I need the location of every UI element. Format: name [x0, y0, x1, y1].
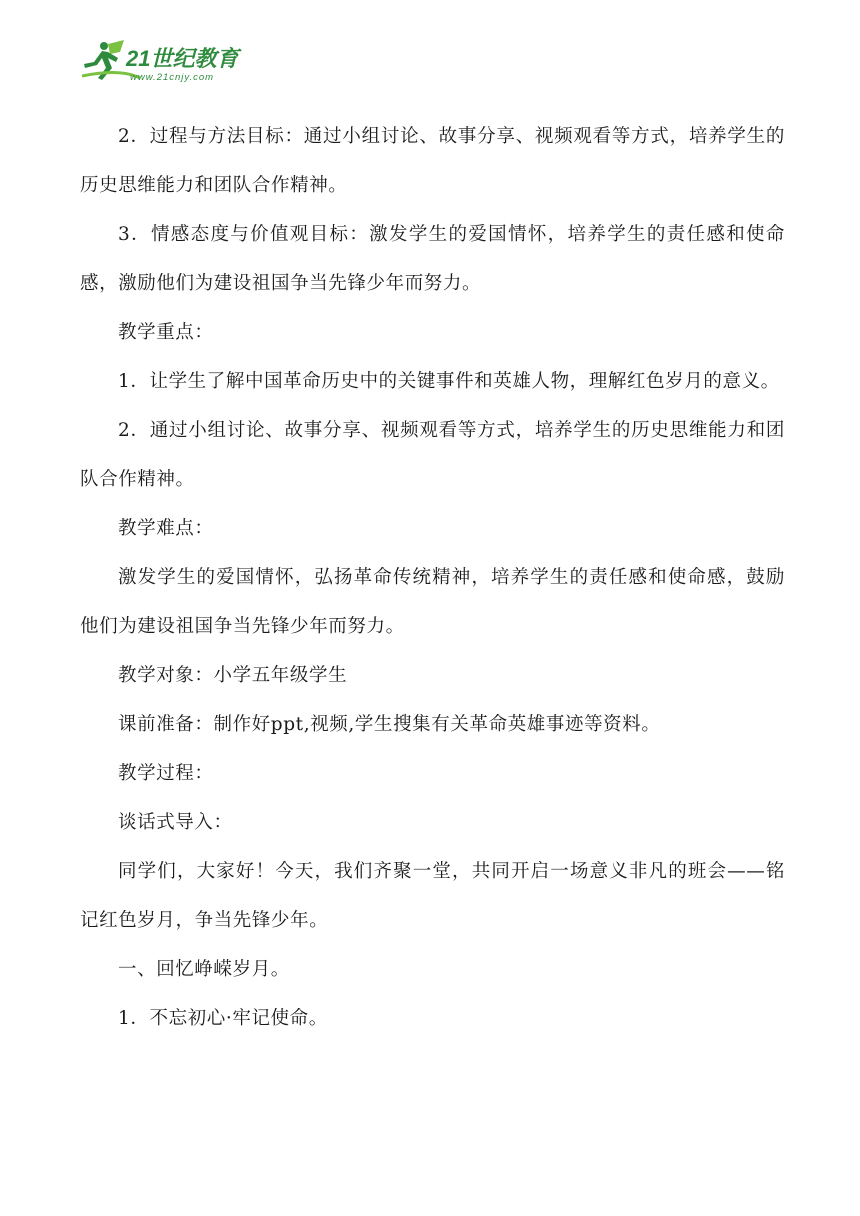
paragraph-preparation: 课前准备：制作好ppt,视频,学生搜集有关革命英雄事迹等资料。: [118, 714, 661, 735]
paragraph-teaching-target: 教学对象：小学五年级学生: [118, 665, 348, 686]
paragraph-greeting: 同学们，大家好！今天，我们齐聚一堂，共同开启一场意义非凡的班会——铭记红色岁月，争当先锋少年。: [80, 861, 785, 931]
site-logo[interactable]: [80, 38, 250, 84]
heading-teaching-focus: 教学重点：: [118, 322, 214, 343]
logo-url-text: www.21cnjy.com: [130, 72, 215, 83]
paragraph-focus-2: 2．通过小组讨论、故事分享、视频观看等方式，培养学生的历史思维能力和团队合作精神。: [80, 420, 785, 490]
subsection-title-1: 1．不忘初心·牢记使命。: [118, 1008, 328, 1029]
heading-introduction: 谈话式导入：: [118, 812, 233, 833]
section-title-1: 一、回忆峥嵘岁月。: [118, 959, 290, 980]
paragraph-emotion-value-goal: 3．情感态度与价值观目标：激发学生的爱国情怀，培养学生的责任感和使命感，激励他们为建设祖国争当先锋少年而努力。: [80, 224, 785, 294]
paragraph-focus-1: 1．让学生了解中国革命历史中的关键事件和英雄人物，理解红色岁月的意义。: [118, 371, 780, 392]
heading-teaching-difficulty: 教学难点：: [118, 518, 214, 539]
paragraph-process-method-goal: 2．过程与方法目标：通过小组讨论、故事分享、视频观看等方式，培养学生的历史思维能力和团队合作精神。: [80, 126, 785, 196]
logo-text: 21世纪教育: [126, 46, 239, 71]
document-body: [80, 112, 785, 1043]
runner-logo-icon: [80, 38, 250, 84]
heading-teaching-process: 教学过程：: [118, 763, 214, 784]
paragraph-difficulty: 激发学生的爱国情怀，弘扬革命传统精神，培养学生的责任感和使命感，鼓励他们为建设祖国争当先锋少年而努力。: [80, 567, 785, 637]
